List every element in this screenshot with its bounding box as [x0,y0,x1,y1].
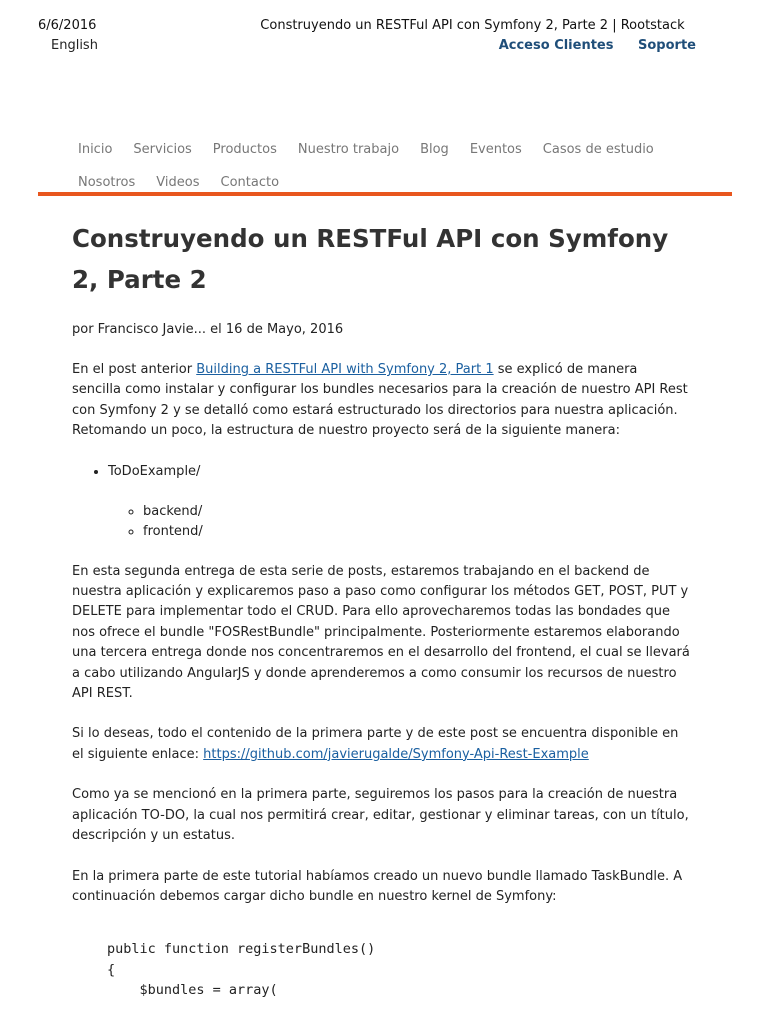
client-access-link[interactable]: Acceso Clientes [498,38,614,53]
nav-item-eventos[interactable]: Eventos [469,142,522,157]
accent-divider [38,192,732,196]
paragraph-intro [72,360,690,442]
tree-child-item: ◦ backend/ [143,502,690,522]
p3-text: Si lo deseas, todo el contenido de la primera parte y de este post se encuentra disponible en el siguiente enlace: [72,726,679,762]
code-line: $bundles = array( [107,982,278,999]
nav-item-blog[interactable]: Blog [420,142,449,157]
p1-text-after: se explicó de manera sencilla como instalar y configurar los bundles necesarios para la creación de nuestro API Rest con Symfony 2 y se detalló como estará estructurado los directorios para nuestra aplicación. Retomando un poco, la estructura de nuestro proyecto será de la siguiente manera: [72,362,688,439]
print-page-title: Construyendo un RESTFul API con Symfony 2, Parte 2 | Rootstack [260,18,685,33]
tree-child-item: ◦ frontend/ [143,522,690,542]
tree-root-label: ToDoExample/ [108,463,201,479]
directory-tree [72,462,690,542]
tree-children [108,502,690,542]
p1-text-before: En el post anterior [72,362,197,377]
print-date: 6/6/2016 [38,18,97,33]
nav-item-nosotros[interactable]: Nosotros [78,175,136,190]
code-block [107,939,690,1001]
nav-item-inicio[interactable]: Inicio [78,142,113,157]
support-link[interactable]: Soporte [638,38,696,53]
nav-item-contacto[interactable]: Contacto [220,175,280,190]
top-links [479,38,696,53]
nav-item-casos-de-estudio[interactable]: Casos de estudio [542,142,654,157]
main-nav [78,133,698,199]
language-switch-link[interactable]: English [51,38,98,53]
nav-item-nuestro-trabajo[interactable]: Nuestro trabajo [297,142,400,157]
article-byline: por Francisco Javie... el 16 de Mayo, 2016 [72,322,344,337]
paragraph-second-entry: En esta segunda entrega de esta serie de posts, estaremos trabajando en el backend de nuestra aplicación y explicaremos paso a paso como configurar los métodos GET, POST, PUT y DELETE para implementar todo el CRUD. Para ello aprovecharemos todas las bondades que nos ofrece el bundle "FOSRestBundle" principalmente. Posteriormente estaremos elaborando una tercera entrega donde nos concentraremos en el desarrollo del frontend, el cual se llevará a cabo utilizando AngularJS y donde aprenderemos a como consumir los recursos de nuestro API REST. [72,563,690,702]
article-title: Construyendo un RESTFul API con Symfony 2, Parte 2 [72,224,669,294]
nav-item-productos[interactable]: Productos [212,142,277,157]
nav-item-videos[interactable]: Videos [156,175,200,190]
tree-root-item [108,462,690,542]
article [72,218,690,1001]
paragraph-repo [72,724,690,765]
github-link[interactable]: https://github.com/javierugalde/Symfony-Api-Rest-Example [203,746,589,762]
paragraph-todo-app: Como ya se mencionó en la primera parte, seguiremos los pasos para la creación de nuestra aplicación TO-DO, la cual nos permitirá crear, editar, gestionar y eliminar tareas, con un título, descripción y un estatus. [72,787,689,844]
paragraph-taskbundle: En la primera parte de este tutorial habíamos creado un nuevo bundle llamado TaskBundle. A continuación debemos cargar dicho bundle en nuestro kernel de Symfony: [72,868,683,904]
part1-link[interactable]: Building a RESTFul API with Symfony 2, Part 1 [196,362,494,377]
code-line: { [107,961,116,978]
code-line: public function registerBundles() [107,941,376,958]
nav-item-servicios[interactable]: Servicios [133,142,192,157]
